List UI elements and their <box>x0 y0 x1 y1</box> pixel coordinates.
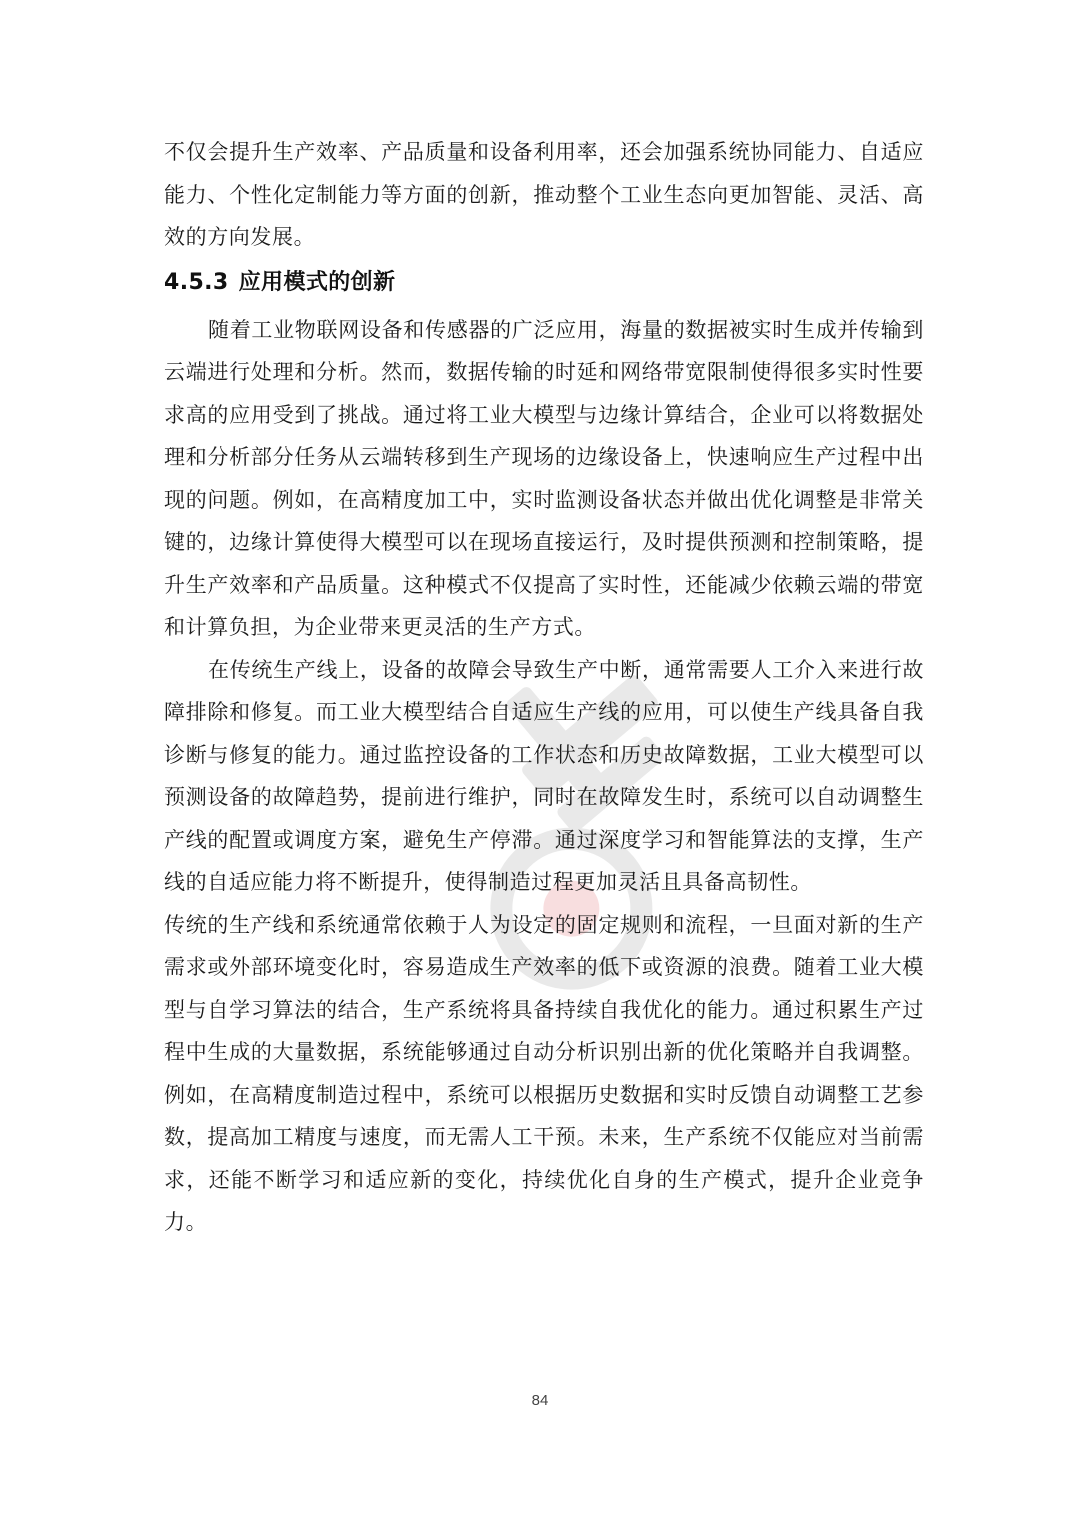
page-content <box>164 131 924 1244</box>
body-paragraph-self-optimization: 传统的生产线和系统通常依赖于人为设定的固定规则和流程，一旦面对新的生产需求或外部环境变化时，容易造成生产效率的低下或资源的浪费。随着工业大模型与自学习算法的结合，生产系统将具备持续自我优化的能力。通过积累生产过程中生成的大量数据，系统能够通过自动分析识别出新的优化策略并自我调整。例如，在高精度制造过程中，系统可以根据历史数据和实时反馈自动调整工艺参数，提高加工精度与速度，而无需人工干预。未来，生产系统不仅能应对当前需求，还能不断学习和适应新的变化，持续优化自身的生产模式，提升企业竞争力。 <box>164 912 924 1234</box>
body-paragraph-adaptive-line: 在传统生产线上，设备的故障会导致生产中断，通常需要人工介入来进行故障排除和修复。而工业大模型结合自适应生产线的应用，可以使生产线具备自我诊断与修复的能力。通过监控设备的工作状态和历史故障数据，工业大模型可以预测设备的故障趋势，提前进行维护，同时在故障发生时，系统可以自动调整生产线的配置或调度方案，避免生产停滞。通过深度学习和智能算法的支撑，生产线的自适应能力将不断提升，使得制造过程更加灵活且具备高韧性。 <box>164 657 924 894</box>
body-paragraph-intro: 不仅会提升生产效率、产品质量和设备利用率，还会加强系统协同能力、自适应能力、个性化定制能力等方面的创新，推动整个工业生态向更加智能、灵活、高效的方向发展。 <box>164 140 924 249</box>
page-number: 84 <box>531 1392 549 1409</box>
body-paragraph-edge-computing: 随着工业物联网设备和传感器的广泛应用，海量的数据被实时生成并传输到云端进行处理和分析。然而，数据传输的时延和网络带宽限制使得很多实时性要求高的应用受到了挑战。通过将工业大模型与边缘计算结合，企业可以将数据处理和分析部分任务从云端转移到生产现场的边缘设备上，快速响应生产过程中出现的问题。例如，在高精度加工中，实时监测设备状态并做出优化调整是非常关键的，边缘计算使得大模型可以在现场直接运行，及时提供预测和控制策略，提升生产效率和产品质量。这种模式不仅提高了实时性，还能减少依赖云端的带宽和计算负担，为企业带来更灵活的生产方式。 <box>164 317 924 639</box>
section-title: 应用模式的创新 <box>238 269 396 295</box>
section-heading <box>164 261 924 305</box>
section-number: 4.5.3 <box>164 269 229 295</box>
